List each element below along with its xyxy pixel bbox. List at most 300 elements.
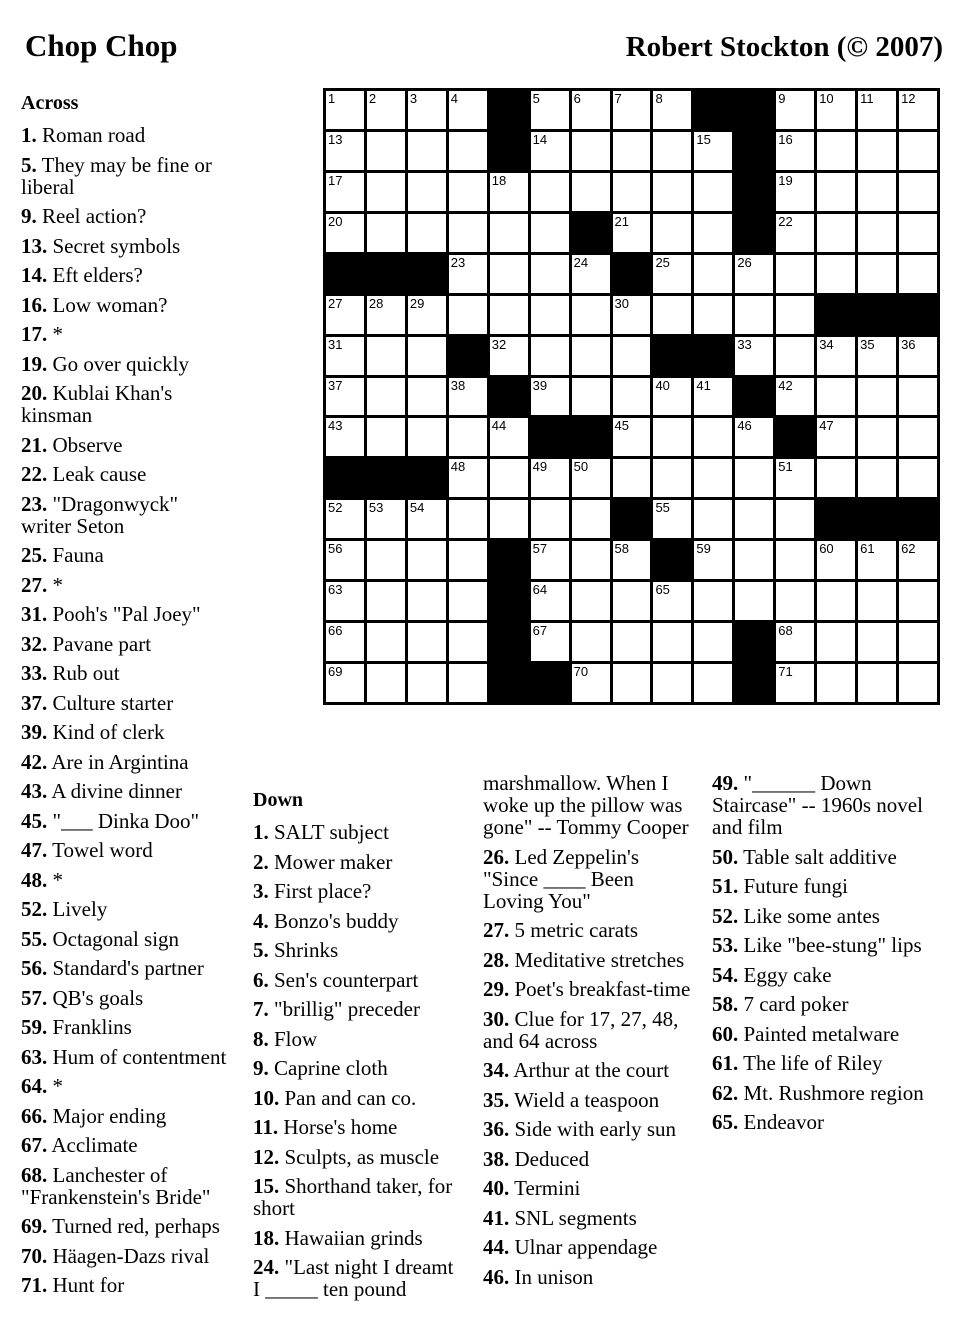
white-square[interactable]	[735, 500, 773, 538]
white-square[interactable]	[735, 459, 773, 497]
black-square	[326, 459, 364, 497]
white-square[interactable]	[572, 255, 610, 293]
white-square[interactable]	[449, 91, 487, 129]
black-square	[735, 132, 773, 170]
white-square[interactable]	[653, 418, 691, 456]
white-square[interactable]	[613, 132, 651, 170]
clue-text: *	[52, 867, 63, 892]
white-square[interactable]	[817, 418, 855, 456]
square-number: 44	[491, 418, 507, 434]
white-square[interactable]	[735, 582, 773, 620]
white-square[interactable]	[653, 91, 691, 129]
white-square[interactable]	[694, 500, 732, 538]
white-square[interactable]	[899, 664, 937, 702]
white-square[interactable]	[531, 378, 569, 416]
white-square[interactable]	[858, 255, 896, 293]
square-number: 35	[860, 336, 875, 352]
white-square[interactable]	[653, 459, 691, 497]
white-square[interactable]	[613, 296, 651, 334]
white-square[interactable]	[408, 378, 446, 416]
white-square[interactable]	[367, 214, 405, 252]
white-square[interactable]	[531, 214, 569, 252]
white-square[interactable]	[817, 623, 855, 661]
clue-item	[483, 1059, 692, 1081]
white-square[interactable]	[490, 255, 528, 293]
square-number: 4	[450, 91, 459, 106]
square-number: 25	[655, 254, 670, 270]
white-square[interactable]	[858, 541, 896, 579]
white-square[interactable]	[490, 500, 528, 538]
white-square[interactable]	[490, 418, 528, 456]
white-square[interactable]	[694, 255, 732, 293]
white-square[interactable]	[367, 418, 405, 456]
square-number: 1	[328, 91, 336, 106]
white-square[interactable]	[776, 664, 814, 702]
clue-number: 15.	[253, 1174, 280, 1198]
white-square[interactable]	[613, 582, 651, 620]
white-square[interactable]	[899, 418, 937, 456]
white-square[interactable]	[899, 337, 937, 375]
square-number: 18	[491, 172, 507, 188]
clue-item	[21, 1046, 229, 1068]
square-number: 5	[532, 91, 540, 106]
white-square[interactable]	[572, 500, 610, 538]
white-square[interactable]	[531, 623, 569, 661]
black-square	[326, 255, 364, 293]
white-square[interactable]	[735, 418, 773, 456]
crossword-grid	[323, 88, 940, 705]
white-square[interactable]	[858, 378, 896, 416]
white-square[interactable]	[776, 459, 814, 497]
white-square[interactable]	[858, 664, 896, 702]
clue-text: "brillig" preceder	[274, 997, 420, 1021]
white-square[interactable]	[653, 296, 691, 334]
clue-text: Hunt for	[52, 1273, 125, 1297]
white-square[interactable]	[776, 132, 814, 170]
white-square[interactable]	[326, 214, 364, 252]
page-header	[25, 30, 943, 63]
white-square[interactable]	[572, 664, 610, 702]
white-square[interactable]	[735, 255, 773, 293]
white-square[interactable]	[817, 664, 855, 702]
white-square[interactable]	[817, 132, 855, 170]
white-square[interactable]	[694, 132, 732, 170]
clue-number: 45.	[21, 808, 48, 833]
clue-item	[21, 839, 229, 861]
clue-text: Sen's counterpart	[274, 967, 419, 992]
clue-number: 11.	[253, 1115, 279, 1139]
clue-text: Horse's home	[283, 1115, 398, 1139]
white-square[interactable]	[449, 664, 487, 702]
clue-number: 56.	[21, 956, 48, 980]
white-square[interactable]	[899, 582, 937, 620]
clue-text: Like some antes	[743, 903, 880, 928]
white-square[interactable]	[490, 459, 528, 497]
white-square[interactable]	[449, 173, 487, 211]
white-square[interactable]	[653, 582, 691, 620]
clue-item	[712, 934, 934, 956]
white-square[interactable]	[776, 582, 814, 620]
white-square[interactable]	[613, 623, 651, 661]
white-square[interactable]	[653, 500, 691, 538]
white-square[interactable]	[899, 214, 937, 252]
white-square[interactable]	[408, 132, 446, 170]
white-square[interactable]	[449, 418, 487, 456]
white-square[interactable]	[694, 418, 732, 456]
white-square[interactable]	[776, 378, 814, 416]
square-number: 49	[532, 459, 548, 475]
white-square[interactable]	[326, 582, 364, 620]
white-square[interactable]	[858, 337, 896, 375]
white-square[interactable]	[326, 91, 364, 129]
white-square[interactable]	[531, 91, 569, 129]
black-square	[899, 500, 937, 538]
white-square[interactable]	[817, 214, 855, 252]
white-square[interactable]	[408, 664, 446, 702]
white-square[interactable]	[899, 623, 937, 661]
white-square[interactable]	[653, 378, 691, 416]
square-number: 28	[368, 295, 384, 311]
white-square[interactable]	[449, 459, 487, 497]
white-square[interactable]	[899, 378, 937, 416]
clue-item	[483, 1177, 692, 1199]
white-square[interactable]	[613, 541, 651, 579]
white-square[interactable]	[694, 582, 732, 620]
clue-text: Standard's partner	[52, 956, 204, 980]
clue-number: 9.	[253, 1056, 269, 1080]
white-square[interactable]	[613, 337, 651, 375]
white-square[interactable]	[449, 582, 487, 620]
white-square[interactable]	[449, 541, 487, 579]
white-square[interactable]	[817, 173, 855, 211]
black-square	[817, 500, 855, 538]
square-number: 66	[328, 623, 343, 639]
white-square[interactable]	[572, 582, 610, 620]
white-square[interactable]	[653, 132, 691, 170]
clue-item	[483, 1207, 692, 1229]
white-square[interactable]	[776, 91, 814, 129]
white-square[interactable]	[735, 296, 773, 334]
white-square[interactable]	[449, 214, 487, 252]
clue-number: 22.	[21, 462, 48, 486]
white-square[interactable]	[776, 214, 814, 252]
clue-text: Sculpts, as muscle	[284, 1144, 440, 1169]
white-square[interactable]	[408, 214, 446, 252]
white-square[interactable]	[776, 296, 814, 334]
white-square[interactable]	[694, 214, 732, 252]
white-square[interactable]	[817, 378, 855, 416]
clue-item	[21, 662, 229, 684]
white-square[interactable]	[367, 541, 405, 579]
white-square[interactable]	[613, 91, 651, 129]
black-square	[572, 418, 610, 456]
clue-text: The life of Riley	[743, 1051, 883, 1075]
white-square[interactable]	[326, 623, 364, 661]
white-square[interactable]	[858, 214, 896, 252]
white-square[interactable]	[899, 132, 937, 170]
white-square[interactable]	[858, 459, 896, 497]
clue-item	[712, 875, 934, 897]
clue-item	[253, 1227, 457, 1249]
white-square[interactable]	[531, 173, 569, 211]
clue-item	[253, 880, 457, 902]
white-square[interactable]	[531, 296, 569, 334]
white-square[interactable]	[449, 132, 487, 170]
white-square[interactable]	[408, 623, 446, 661]
white-square[interactable]	[408, 582, 446, 620]
white-square[interactable]	[531, 255, 569, 293]
white-square[interactable]	[572, 132, 610, 170]
black-square	[735, 664, 773, 702]
white-square[interactable]	[326, 296, 364, 334]
square-number: 40	[655, 377, 670, 393]
white-square[interactable]	[572, 378, 610, 416]
across-clues-section	[21, 91, 229, 1304]
white-square[interactable]	[490, 296, 528, 334]
black-square	[613, 255, 651, 293]
white-square[interactable]	[858, 132, 896, 170]
clue-text: 7 card poker	[743, 992, 849, 1016]
clue-text: Future fungi	[743, 874, 848, 898]
square-number: 48	[450, 459, 466, 475]
clue-item	[21, 603, 229, 625]
clue-item	[21, 633, 229, 655]
clue-text: Led Zeppelin's "Since ____ Been Loving You"	[483, 844, 639, 913]
square-number: 37	[328, 377, 343, 393]
white-square[interactable]	[449, 378, 487, 416]
white-square[interactable]	[572, 173, 610, 211]
white-square[interactable]	[613, 173, 651, 211]
white-square[interactable]	[326, 500, 364, 538]
white-square[interactable]	[408, 418, 446, 456]
white-square[interactable]	[326, 173, 364, 211]
clue-number: 46.	[483, 1264, 510, 1289]
white-square[interactable]	[899, 91, 937, 129]
white-square[interactable]	[408, 173, 446, 211]
clue-text: Eft elders?	[52, 263, 143, 287]
white-square[interactable]	[326, 337, 364, 375]
white-square[interactable]	[490, 337, 528, 375]
white-square[interactable]	[326, 132, 364, 170]
square-number: 39	[532, 377, 548, 393]
white-square[interactable]	[367, 664, 405, 702]
white-square[interactable]	[817, 582, 855, 620]
clue-item	[21, 898, 229, 920]
white-square[interactable]	[367, 91, 405, 129]
white-square[interactable]	[735, 541, 773, 579]
white-square[interactable]	[326, 664, 364, 702]
white-square[interactable]	[490, 173, 528, 211]
clue-text: Wield a teaspoon	[514, 1087, 660, 1112]
white-square[interactable]	[694, 296, 732, 334]
square-number: 31	[328, 336, 343, 352]
white-square[interactable]	[326, 418, 364, 456]
white-square[interactable]	[653, 255, 691, 293]
clue-number: 27.	[21, 572, 48, 597]
clue-item	[253, 1116, 457, 1138]
clue-text: Mt. Rushmore region	[743, 1080, 924, 1105]
white-square[interactable]	[858, 418, 896, 456]
white-square[interactable]	[694, 378, 732, 416]
clue-item	[712, 993, 934, 1015]
white-square[interactable]	[817, 459, 855, 497]
clue-text: *	[52, 322, 63, 346]
white-square[interactable]	[653, 173, 691, 211]
white-square[interactable]	[613, 214, 651, 252]
square-number: 16	[778, 131, 793, 147]
clue-item	[21, 235, 229, 257]
white-square[interactable]	[899, 459, 937, 497]
white-square[interactable]	[776, 337, 814, 375]
white-square[interactable]	[408, 91, 446, 129]
white-square[interactable]	[572, 296, 610, 334]
clue-text: Table salt additive	[743, 844, 897, 869]
white-square[interactable]	[613, 418, 651, 456]
clue-item	[21, 1134, 229, 1156]
white-square[interactable]	[694, 623, 732, 661]
clue-number: 6.	[253, 967, 269, 992]
clue-text: Arthur at the court	[513, 1058, 670, 1082]
clue-number: 28.	[483, 947, 510, 972]
clue-text: Deduced	[514, 1146, 590, 1171]
clue-number: 10.	[253, 1085, 280, 1110]
white-square[interactable]	[653, 214, 691, 252]
white-square[interactable]	[449, 296, 487, 334]
square-number: 13	[328, 131, 343, 147]
white-square[interactable]	[449, 623, 487, 661]
white-square[interactable]	[367, 378, 405, 416]
white-square[interactable]	[326, 541, 364, 579]
white-square[interactable]	[531, 582, 569, 620]
black-square	[449, 337, 487, 375]
white-square[interactable]	[776, 541, 814, 579]
white-square[interactable]	[613, 378, 651, 416]
white-square[interactable]	[367, 623, 405, 661]
white-square[interactable]	[449, 500, 487, 538]
clue-number: 20.	[21, 381, 48, 405]
white-square[interactable]	[408, 541, 446, 579]
clue-text: Kind of clerk	[52, 720, 165, 744]
clue-item	[21, 264, 229, 286]
white-square[interactable]	[858, 582, 896, 620]
white-square[interactable]	[858, 623, 896, 661]
white-square[interactable]	[572, 337, 610, 375]
white-square[interactable]	[367, 337, 405, 375]
white-square[interactable]	[694, 541, 732, 579]
white-square[interactable]	[367, 173, 405, 211]
clue-text: Caprine cloth	[274, 1056, 388, 1080]
black-square	[694, 91, 732, 129]
square-number: 56	[328, 541, 343, 557]
white-square[interactable]	[572, 623, 610, 661]
clue-text: Poet's breakfast-time	[514, 977, 691, 1001]
white-square[interactable]	[817, 337, 855, 375]
clue-text: Are in Argintina	[51, 749, 189, 774]
white-square[interactable]	[449, 255, 487, 293]
white-square[interactable]	[572, 541, 610, 579]
white-square[interactable]	[776, 255, 814, 293]
clue-number: 70.	[21, 1243, 48, 1268]
white-square[interactable]	[490, 214, 528, 252]
white-square[interactable]	[817, 541, 855, 579]
white-square[interactable]	[653, 664, 691, 702]
white-square[interactable]	[776, 173, 814, 211]
clue-text: Fauna	[52, 543, 104, 567]
square-number: 42	[778, 377, 793, 393]
clue-item	[253, 1256, 457, 1300]
white-square[interactable]	[613, 459, 651, 497]
white-square[interactable]	[367, 500, 405, 538]
white-square[interactable]	[817, 255, 855, 293]
white-square[interactable]	[531, 541, 569, 579]
clue-item	[21, 434, 229, 456]
clue-item	[21, 294, 229, 316]
white-square[interactable]	[899, 255, 937, 293]
clue-number: 52.	[21, 897, 48, 921]
white-square[interactable]	[899, 173, 937, 211]
white-square[interactable]	[776, 500, 814, 538]
black-square	[490, 378, 528, 416]
square-number: 17	[328, 172, 343, 188]
white-square[interactable]	[694, 173, 732, 211]
clue-text: Octagonal sign	[52, 926, 180, 951]
white-square[interactable]	[613, 664, 651, 702]
across-clue-list	[21, 124, 229, 1296]
white-square[interactable]	[408, 337, 446, 375]
white-square[interactable]	[776, 623, 814, 661]
square-number: 12	[901, 91, 916, 106]
white-square[interactable]	[367, 132, 405, 170]
white-square[interactable]	[531, 132, 569, 170]
clue-number: 69.	[21, 1214, 48, 1238]
clue-text: "Last night I dreamt I _____ ten pound	[253, 1255, 454, 1301]
white-square[interactable]	[572, 91, 610, 129]
clue-item	[21, 382, 229, 426]
white-square[interactable]	[653, 623, 691, 661]
clue-item	[21, 1075, 229, 1097]
clue-item	[253, 1057, 457, 1079]
clue-number: 27.	[483, 918, 510, 942]
white-square[interactable]	[326, 378, 364, 416]
square-number: 20	[328, 213, 343, 229]
white-square[interactable]	[531, 337, 569, 375]
white-square[interactable]	[408, 296, 446, 334]
white-square[interactable]	[817, 91, 855, 129]
clue-number: 62.	[712, 1080, 739, 1105]
white-square[interactable]	[858, 173, 896, 211]
square-number: 43	[328, 418, 343, 434]
clue-number: 48.	[21, 867, 48, 892]
clue-item	[483, 978, 692, 1000]
clue-item	[21, 751, 229, 773]
white-square[interactable]	[531, 500, 569, 538]
white-square[interactable]	[858, 91, 896, 129]
white-square[interactable]	[899, 541, 937, 579]
black-square	[735, 378, 773, 416]
white-square[interactable]	[408, 500, 446, 538]
square-number: 60	[819, 541, 834, 557]
white-square[interactable]	[735, 337, 773, 375]
white-square[interactable]	[694, 664, 732, 702]
white-square[interactable]	[367, 582, 405, 620]
white-square[interactable]	[694, 459, 732, 497]
black-square	[858, 296, 896, 334]
clue-text: Roman road	[42, 123, 146, 147]
white-square[interactable]	[367, 296, 405, 334]
white-square[interactable]	[531, 459, 569, 497]
white-square[interactable]	[572, 459, 610, 497]
square-number: 46	[737, 418, 752, 434]
